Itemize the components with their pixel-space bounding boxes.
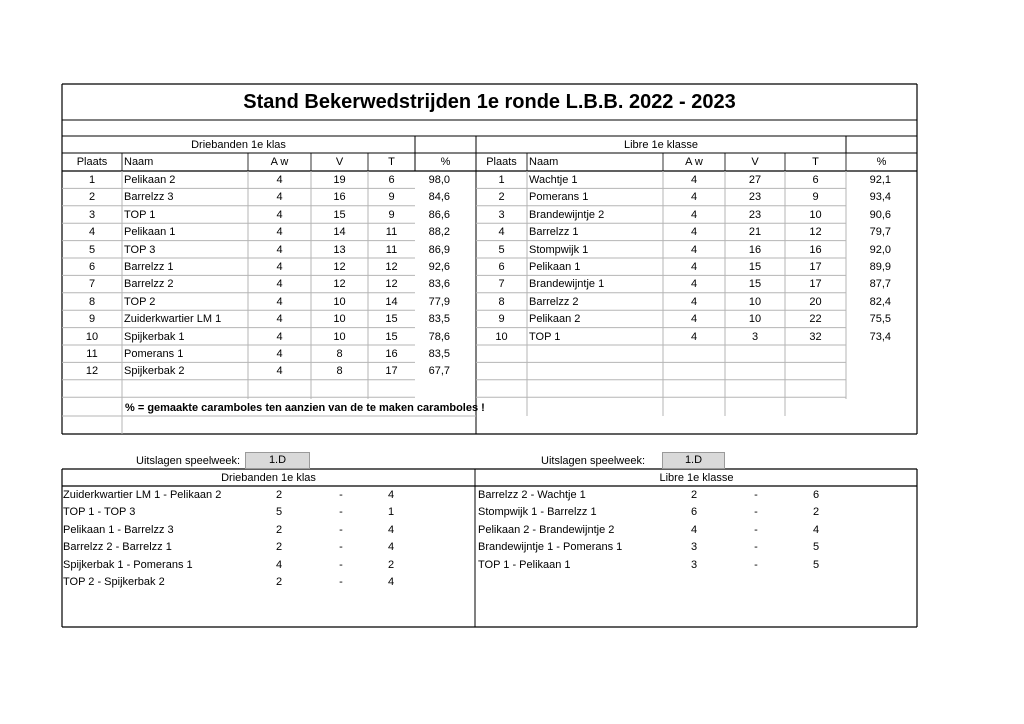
result-separator: - <box>754 489 758 501</box>
result-away-score: 5 <box>812 541 820 554</box>
right-cell-pct: 92,1 <box>869 174 891 186</box>
left-cell-naam: Spijkerbak 1 <box>124 330 185 343</box>
left-table-heading: Driebanden 1e klas <box>191 139 286 151</box>
right-cell-v: 3 <box>751 330 759 343</box>
left-cell-t: 15 <box>385 313 398 326</box>
right-cell-t: 6 <box>812 174 819 186</box>
left-col-header-pct: % <box>440 156 451 168</box>
left-cell-naam: Zuiderkwartier LM 1 <box>124 313 222 326</box>
left-col-header-v: V <box>335 156 344 168</box>
left-cell-plaats: 5 <box>88 243 96 256</box>
right-cell-plaats: 1 <box>498 174 505 186</box>
left-cell-aw: 4 <box>276 226 283 239</box>
left-cell-pct: 98,0 <box>428 174 450 186</box>
result-home-score: 2 <box>690 489 698 501</box>
left-cell-v: 10 <box>333 295 346 308</box>
right-cell-naam: Pelikaan 2 <box>529 313 581 326</box>
result-away-score: 1 <box>387 506 395 519</box>
result-away-score: 6 <box>812 489 820 501</box>
right-cell-plaats: 7 <box>498 278 505 291</box>
right-cell-plaats: 8 <box>498 295 505 308</box>
right-cell-v: 15 <box>748 278 762 291</box>
result-separator: - <box>339 558 343 571</box>
left-col-header-t: T <box>388 156 395 168</box>
results-right-heading: Libre 1e klasse <box>659 472 734 484</box>
result-home-score: 4 <box>275 558 283 571</box>
left-cell-plaats: 3 <box>88 208 96 221</box>
result-home-score: 3 <box>690 541 698 554</box>
left-cell-aw: 4 <box>276 348 283 360</box>
right-cell-v: 23 <box>748 208 762 221</box>
right-cell-v: 16 <box>748 243 762 256</box>
result-match: Zuiderkwartier LM 1 - Pelikaan 2 <box>63 489 222 501</box>
left-cell-naam: Barrelzz 2 <box>124 278 174 291</box>
left-cell-naam: Pelikaan 1 <box>124 226 176 239</box>
left-cell-plaats: 8 <box>88 295 96 308</box>
left-cell-naam: TOP 1 <box>124 208 156 221</box>
right-cell-v: 23 <box>748 191 762 204</box>
left-cell-plaats: 12 <box>85 365 99 378</box>
left-cell-aw: 4 <box>276 313 283 326</box>
result-away-score: 2 <box>812 506 820 519</box>
left-cell-pct: 78,6 <box>428 330 450 343</box>
right-cell-t: 22 <box>809 313 822 326</box>
left-cell-naam: Barrelzz 3 <box>124 191 174 204</box>
left-cell-v: 19 <box>333 174 346 186</box>
right-cell-plaats: 5 <box>498 243 505 256</box>
left-cell-t: 17 <box>385 365 398 378</box>
result-separator: - <box>754 523 758 536</box>
right-cell-v: 21 <box>748 226 762 239</box>
left-col-header-plaats: Plaats <box>76 156 108 168</box>
result-home-score: 3 <box>690 558 698 571</box>
right-cell-t: 17 <box>809 261 822 273</box>
left-cell-pct: 84,6 <box>428 191 450 204</box>
right-cell-aw: 4 <box>690 295 698 308</box>
result-match: Barrelzz 2 - Wachtje 1 <box>478 489 586 501</box>
left-cell-v: 8 <box>336 365 343 378</box>
left-cell-aw: 4 <box>276 330 283 343</box>
right-cell-pct: 90,6 <box>869 208 891 221</box>
left-cell-plaats: 6 <box>88 261 96 273</box>
right-cell-plaats: 4 <box>498 226 505 239</box>
right-cell-aw: 4 <box>690 208 698 221</box>
result-away-score: 4 <box>387 489 395 501</box>
right-cell-aw: 4 <box>690 278 698 291</box>
left-cell-aw: 4 <box>276 243 283 256</box>
left-cell-t: 12 <box>385 278 398 291</box>
left-cell-naam: Barrelzz 1 <box>124 261 174 273</box>
right-cell-t: 12 <box>809 226 822 239</box>
left-cell-pct: 86,9 <box>428 243 450 256</box>
right-cell-t: 10 <box>809 208 822 221</box>
right-cell-aw: 4 <box>690 330 698 343</box>
right-cell-aw: 4 <box>690 174 698 186</box>
left-cell-t: 6 <box>388 174 395 186</box>
result-separator: - <box>339 523 343 536</box>
result-away-score: 4 <box>387 541 395 554</box>
left-cell-naam: Pelikaan 2 <box>124 174 176 186</box>
right-cell-pct: 92,0 <box>869 243 891 256</box>
left-cell-naam: TOP 3 <box>124 243 156 256</box>
result-separator: - <box>754 506 758 519</box>
left-cell-plaats: 7 <box>88 278 96 291</box>
right-cell-v: 15 <box>748 261 762 273</box>
left-cell-pct: 77,9 <box>428 295 450 308</box>
right-cell-aw: 4 <box>690 261 698 273</box>
right-cell-naam: Pelikaan 1 <box>529 261 581 273</box>
right-cell-pct: 87,7 <box>869 278 891 291</box>
right-cell-v: 10 <box>748 313 762 326</box>
right-cell-plaats: 10 <box>495 330 508 343</box>
right-cell-naam: Stompwijk 1 <box>529 243 589 256</box>
left-cell-v: 16 <box>333 191 346 204</box>
left-cell-v: 12 <box>333 278 346 291</box>
left-cell-t: 9 <box>388 191 395 204</box>
left-cell-v: 15 <box>333 208 346 221</box>
result-match: Spijkerbak 1 - Pomerans 1 <box>63 558 193 571</box>
right-cell-naam: Barrelzz 1 <box>529 226 579 239</box>
left-cell-naam: Spijkerbak 2 <box>124 365 185 378</box>
result-match: Brandewijntje 1 - Pomerans 1 <box>478 541 623 554</box>
result-home-score: 5 <box>275 506 283 519</box>
result-separator: - <box>339 489 343 501</box>
results-left-heading: Driebanden 1e klas <box>221 472 316 484</box>
left-cell-pct: 67,7 <box>428 365 450 378</box>
results-left-week: 1.D <box>245 452 310 469</box>
result-separator: - <box>339 506 343 519</box>
left-cell-naam: Pomerans 1 <box>124 348 184 360</box>
right-cell-aw: 4 <box>690 226 698 239</box>
left-col-header-aw: A w <box>270 156 289 168</box>
results-left-label: Uitslagen speelweek: <box>136 455 240 467</box>
results-right-label: Uitslagen speelweek: <box>541 455 645 467</box>
left-cell-v: 13 <box>333 243 346 256</box>
left-cell-v: 12 <box>333 261 346 273</box>
left-cell-pct: 83,5 <box>428 313 450 326</box>
right-table-heading: Libre 1e klasse <box>624 139 698 151</box>
right-cell-pct: 79,7 <box>869 226 891 239</box>
result-home-score: 4 <box>690 523 698 536</box>
result-home-score: 6 <box>690 506 698 519</box>
result-away-score: 5 <box>812 558 820 571</box>
result-separator: - <box>339 576 343 588</box>
left-cell-aw: 4 <box>276 365 283 378</box>
right-col-header-plaats: Plaats <box>486 156 517 168</box>
right-cell-aw: 4 <box>690 243 698 256</box>
left-cell-plaats: 9 <box>88 313 96 326</box>
right-cell-pct: 75,5 <box>869 313 891 326</box>
left-cell-pct: 92,6 <box>428 261 450 273</box>
left-cell-aw: 4 <box>276 174 283 186</box>
left-cell-plaats: 1 <box>88 174 96 186</box>
left-cell-plaats: 4 <box>88 226 96 239</box>
right-col-header-v: V <box>751 156 759 168</box>
right-cell-plaats: 9 <box>498 313 505 326</box>
result-home-score: 2 <box>275 576 283 588</box>
left-cell-t: 11 <box>385 226 398 239</box>
right-cell-t: 20 <box>809 295 822 308</box>
left-cell-pct: 86,6 <box>428 208 450 221</box>
right-cell-naam: Pomerans 1 <box>529 191 589 204</box>
right-cell-t: 32 <box>809 330 822 343</box>
percentage-note: % = gemaakte caramboles ten aanzien van de te maken caramboles ! <box>125 402 485 414</box>
page-title: Stand Bekerwedstrijden 1e ronde L.B.B. 2022 - 2023 <box>243 91 736 113</box>
result-home-score: 2 <box>275 523 283 536</box>
left-cell-plaats: 11 <box>86 348 98 360</box>
left-cell-v: 10 <box>333 330 346 343</box>
left-cell-plaats: 10 <box>85 330 99 343</box>
right-cell-aw: 4 <box>690 313 698 326</box>
right-cell-plaats: 2 <box>498 191 505 204</box>
left-cell-t: 12 <box>385 261 398 273</box>
left-cell-naam: TOP 2 <box>124 295 156 308</box>
left-cell-plaats: 2 <box>88 191 96 204</box>
right-cell-pct: 89,9 <box>869 261 891 273</box>
left-cell-aw: 4 <box>276 261 283 273</box>
result-match: Pelikaan 1 - Barrelzz 3 <box>63 523 174 536</box>
right-cell-pct: 73,4 <box>869 330 891 343</box>
result-match: Pelikaan 2 - Brandewijntje 2 <box>478 523 615 536</box>
right-cell-t: 9 <box>812 191 819 204</box>
result-away-score: 2 <box>387 558 395 571</box>
right-cell-naam: Brandewijntje 2 <box>529 208 605 221</box>
right-col-header-pct: % <box>876 156 887 168</box>
right-col-header-naam: Naam <box>529 156 559 168</box>
left-cell-t: 16 <box>385 348 398 360</box>
left-cell-v: 14 <box>333 226 346 239</box>
result-home-score: 2 <box>275 489 283 501</box>
right-cell-v: 27 <box>748 174 762 186</box>
left-cell-v: 8 <box>336 348 343 360</box>
right-col-header-aw: A w <box>685 156 703 168</box>
result-match: TOP 1 - Pelikaan 1 <box>478 558 571 571</box>
result-match: TOP 2 - Spijkerbak 2 <box>63 576 165 588</box>
right-cell-naam: Brandewijntje 1 <box>529 278 605 291</box>
right-cell-plaats: 6 <box>498 261 505 273</box>
right-col-header-t: T <box>812 156 819 168</box>
right-cell-naam: Wachtje 1 <box>529 174 578 186</box>
right-cell-t: 16 <box>809 243 822 256</box>
result-match: TOP 1 - TOP 3 <box>63 506 136 519</box>
left-cell-t: 14 <box>385 295 398 308</box>
left-col-header-naam: Naam <box>124 156 154 168</box>
results-right-week: 1.D <box>662 452 725 469</box>
left-cell-t: 15 <box>385 330 398 343</box>
left-cell-aw: 4 <box>276 191 283 204</box>
result-match: Stompwijk 1 - Barrelzz 1 <box>478 506 597 519</box>
right-cell-v: 10 <box>748 295 762 308</box>
left-cell-aw: 4 <box>276 278 283 291</box>
result-separator: - <box>754 558 758 571</box>
result-away-score: 4 <box>387 523 395 536</box>
result-home-score: 2 <box>275 541 283 554</box>
right-cell-naam: Barrelzz 2 <box>529 295 579 308</box>
left-cell-pct: 83,5 <box>428 348 450 360</box>
left-cell-t: 11 <box>385 243 398 256</box>
result-away-score: 4 <box>812 523 820 536</box>
left-cell-pct: 88,2 <box>428 226 450 239</box>
result-separator: - <box>339 541 343 554</box>
right-cell-aw: 4 <box>690 191 698 204</box>
result-match: Barrelzz 2 - Barrelzz 1 <box>63 541 172 554</box>
left-cell-t: 9 <box>388 208 395 221</box>
right-cell-plaats: 3 <box>498 208 505 221</box>
right-cell-pct: 82,4 <box>869 295 891 308</box>
left-cell-aw: 4 <box>276 295 283 308</box>
left-cell-aw: 4 <box>276 208 283 221</box>
right-cell-pct: 93,4 <box>869 191 891 204</box>
right-cell-t: 17 <box>809 278 822 291</box>
left-cell-v: 10 <box>333 313 346 326</box>
right-cell-naam: TOP 1 <box>529 330 561 343</box>
result-away-score: 4 <box>387 576 395 588</box>
left-cell-pct: 83,6 <box>428 278 450 291</box>
result-separator: - <box>754 541 758 554</box>
